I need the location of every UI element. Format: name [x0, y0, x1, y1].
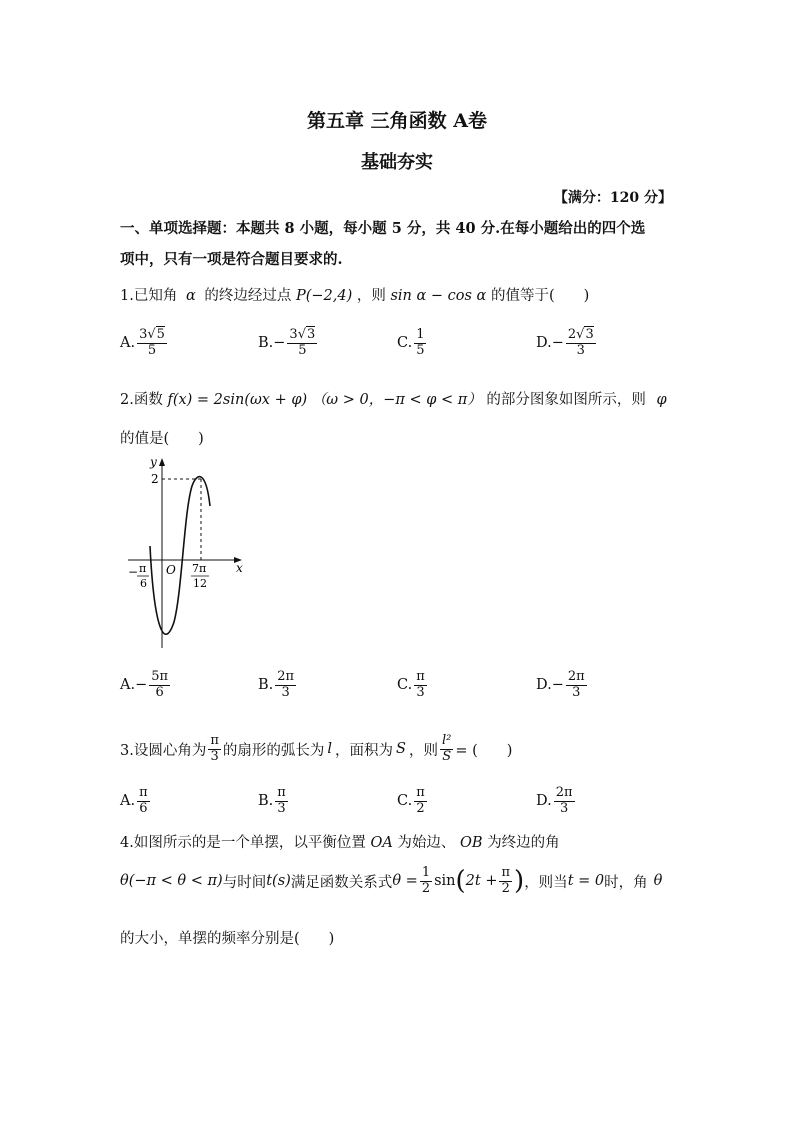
option-fraction: $\frac{2√3}{3}$ [567, 327, 594, 358]
option-fraction [149, 670, 170, 701]
option-sign: − [135, 677, 148, 694]
question-4-line2 [120, 866, 662, 897]
y-axis-arrow [159, 458, 165, 466]
frac-num: π [139, 785, 148, 800]
option-fraction [414, 328, 426, 359]
frac-num: 2π [277, 669, 295, 684]
q4-half-fraction [420, 866, 432, 897]
q4-line2-mid3: ，则当 [524, 874, 568, 891]
option-label: C. [397, 335, 413, 352]
section-heading-line2: 项中，只有一项是符合题目要求的. [120, 251, 343, 268]
option-fraction [414, 786, 427, 817]
q1-option-d[interactable] [536, 328, 598, 359]
option-label: C. [397, 793, 413, 810]
q2-phi: φ [656, 392, 667, 408]
q4-inner-pre: 2t + [465, 873, 498, 890]
q4-t-zero: t = 0 [567, 873, 605, 890]
option-label: D. [536, 793, 552, 810]
q1-alpha: α [185, 288, 196, 304]
frac-radicand: 3 [585, 327, 594, 342]
frac-num: π [416, 785, 425, 800]
full-score: 【满分：120 分】 [553, 190, 672, 206]
frac-num: 1 [416, 327, 425, 342]
q3-area: S [396, 741, 406, 758]
q4-line2-mid: 与时间 [222, 874, 267, 891]
x-tick1-den: 6 [140, 577, 147, 590]
x-axis-label: x [236, 561, 243, 575]
q2-option-c[interactable] [397, 670, 429, 701]
q2-option-a[interactable] [120, 670, 172, 701]
sine-curve [150, 477, 210, 635]
frac-radicand: 5 [156, 327, 165, 342]
q3-mid: 的扇形的弧长为 [222, 742, 325, 759]
frac-num: 5π [151, 669, 169, 684]
question-2-line1 [120, 388, 667, 409]
q1-post: 的值等于( ) [490, 288, 590, 304]
q3-option-d[interactable] [536, 786, 577, 817]
q4-line1-post: 为终边的角 [487, 835, 560, 851]
q2-option-b[interactable] [258, 670, 298, 701]
section-heading-line1: 一、单项选择题：本题共 8 小题，每小题 5 分，共 40 分.在每小题给出的四个选 [120, 220, 646, 237]
q2-post: 的部分图象如图所示，则 [486, 392, 646, 408]
q4-sin: sin [434, 873, 456, 890]
q1-expr: sin α − cos α [390, 288, 487, 304]
frac-den: 5 [416, 342, 425, 358]
frac-num: 2π [567, 669, 585, 684]
x-tick1-sign: − [128, 565, 139, 579]
x-tick2-den: 12 [193, 577, 207, 590]
q4-theta-eq: θ = [392, 873, 418, 890]
frac-den: 3 [281, 684, 290, 700]
option-fraction: $\frac{3√5}{5}$ [139, 327, 165, 358]
frac-den: 6 [155, 684, 164, 700]
option-fraction [414, 670, 427, 701]
option-sign: − [273, 335, 286, 352]
q2-condition: （ω > 0，−π < φ < π） [311, 392, 482, 408]
y-axis-label: y [150, 455, 157, 469]
frac-den: 3 [210, 748, 219, 764]
q2-pre: 2.函数 [120, 392, 163, 408]
q1-mid: 的终边经过点 [204, 288, 292, 304]
option-fraction [275, 786, 288, 817]
q3-option-c[interactable] [397, 786, 429, 817]
question-3 [120, 734, 512, 765]
q2-func: f(x) = 2sin(ωx + φ) [167, 392, 308, 408]
frac-den: 2 [421, 880, 431, 896]
option-label: B. [258, 677, 274, 694]
q3-ratio-fraction [440, 734, 453, 765]
q4-ob: OB [460, 835, 483, 851]
option-label: B. [258, 793, 274, 810]
frac-num: π [210, 733, 219, 748]
frac-num: π [416, 669, 425, 684]
frac-num: π [501, 865, 511, 880]
question-1 [120, 284, 589, 305]
q4-line1-pre: 4.如图所示的是一个单摆，以平衡位置 [120, 835, 366, 851]
q1-point: P(−2,4) [295, 288, 353, 304]
option-label: A. [120, 677, 136, 694]
q4-close-paren: ) [514, 866, 525, 897]
frac-coef: 3 [139, 327, 148, 342]
frac-den: S [442, 748, 452, 764]
frac-radicand: 3 [307, 327, 316, 342]
option-label: A. [120, 793, 136, 810]
q4-line2-post: 时，角 [604, 874, 648, 891]
option-fraction [137, 786, 150, 817]
frac-num: l² [441, 733, 452, 748]
option-label: D. [536, 677, 552, 694]
frac-coef: 2 [567, 327, 577, 342]
frac-den: 3 [576, 342, 585, 358]
q2-sine-graph [120, 452, 250, 652]
q3-option-a[interactable] [120, 786, 152, 817]
frac-coef: 3 [289, 327, 298, 342]
frac-den: 3 [277, 800, 286, 816]
q4-line1-mid: 为始边、 [397, 835, 456, 851]
x-tick1-num: π [139, 562, 147, 575]
q1-pre: 1.已知角 [120, 288, 178, 304]
question-4-line3: 的大小，单摆的频率分别是( ) [120, 931, 335, 947]
frac-den: 2 [501, 880, 510, 896]
y-tick-2: 2 [151, 472, 159, 486]
option-label: D. [536, 335, 552, 352]
option-fraction: $\frac{3√3}{5}$ [289, 327, 316, 358]
frac-den: 5 [147, 342, 157, 358]
frac-den: 3 [572, 684, 581, 700]
option-fraction [566, 670, 587, 701]
x-tick2-num: 7π [192, 562, 207, 575]
q3-post: = ( ) [455, 742, 513, 759]
q4-theta: θ [653, 873, 663, 890]
q4-line2-mid2: 满足函数关系式 [290, 874, 393, 891]
q4-time: t(s) [266, 873, 291, 890]
q3-angle-fraction [208, 734, 221, 765]
q3-option-b[interactable] [258, 786, 290, 817]
q1-option-a[interactable] [120, 328, 169, 359]
q3-pre: 3.设圆心角为 [120, 742, 207, 759]
question-4-line1 [120, 831, 560, 852]
frac-den: 3 [559, 800, 569, 816]
origin-label: O [166, 563, 176, 577]
option-label: A. [120, 335, 136, 352]
frac-den: 5 [298, 342, 307, 358]
option-fraction [275, 670, 296, 701]
option-label: C. [397, 677, 413, 694]
q4-theta-range: θ(−π < θ < π) [120, 873, 223, 890]
question-2-line2: 的值是( ) [120, 431, 204, 447]
frac-den: 3 [416, 684, 425, 700]
q4-inner-fraction [499, 866, 512, 897]
option-fraction [554, 786, 575, 817]
q3-mid3: ，则 [408, 742, 438, 759]
q1-mid2: ，则 [356, 288, 386, 304]
q1-option-b[interactable] [258, 328, 319, 359]
page-title: 第五章 三角函数 A卷 [307, 110, 487, 132]
q3-mid2: ，面积为 [335, 742, 394, 759]
option-sign: − [551, 335, 564, 352]
q4-open-paren: ( [455, 866, 466, 897]
frac-den: 6 [139, 800, 148, 816]
q1-option-c[interactable] [397, 328, 428, 359]
q2-option-d[interactable] [536, 670, 589, 701]
frac-num: π [277, 785, 286, 800]
frac-num: 2π [555, 785, 573, 800]
option-label: B. [258, 335, 274, 352]
q4-oa: OA [370, 835, 393, 851]
frac-den: 2 [416, 800, 425, 816]
q3-arc-length: l [327, 741, 333, 758]
frac-num: 1 [421, 865, 431, 880]
page-subtitle: 基础夯实 [361, 152, 433, 173]
option-sign: − [551, 677, 564, 694]
